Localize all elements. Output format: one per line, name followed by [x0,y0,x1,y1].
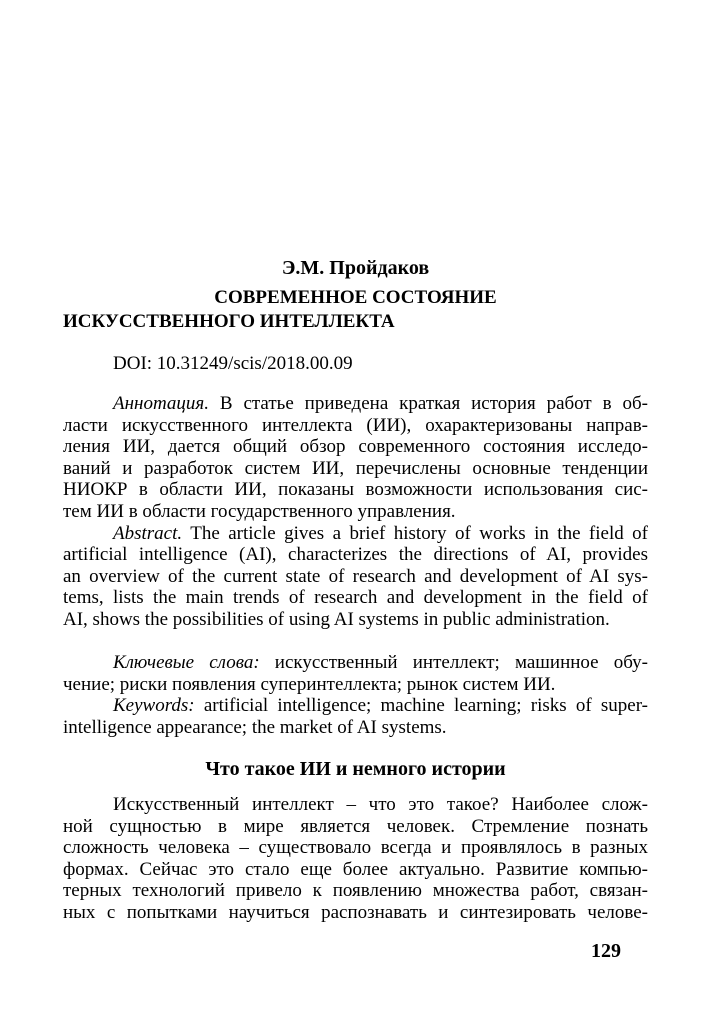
author-name: Э.М. Пройдаков [281,257,430,279]
section-heading: Что такое ИИ и немного истории [205,758,506,780]
text-line: tems, lists the main trends of research and development in the field of [63,587,648,609]
text-line: ваний и разработок систем ИИ, перечислены основные тенденции [63,457,648,479]
text-line: тем ИИ в области государственного управления. [63,500,456,522]
keywords-english [63,695,648,738]
text-line: чение; риски появления суперинтеллекта; рынок систем ИИ. [63,673,556,695]
text-line: терных технологий привело к появлению множества работ, связан- [63,880,648,902]
lead-italic: Abstract. [113,522,183,544]
text-line: СОВРЕМЕННОЕ СОСТОЯНИЕ [214,287,497,308]
text-line: формах. Сейчас это стало еще более актуально. Развитие компью- [63,858,648,880]
text-line: an overview of the current state of research and development of AI sys- [63,565,648,587]
abstract-english [63,523,648,631]
text-line: Искусственный интеллект – что это такое? Наиболее слож- [113,794,648,815]
lead-italic: Ключевые слова: [113,652,260,673]
text-line: ных с попытками научиться распознавать и синтезировать челове- [63,901,648,923]
doi-line: DOI: 10.31249/scis/2018.00.09 [113,353,353,374]
text-line: Keywords: artificial intelligence; machine learning; risks of super- [113,695,648,716]
lead-italic: Keywords: [113,695,195,716]
body-paragraph [63,794,648,924]
text-line: Abstract. The article gives a brief history of works in the field of [113,522,648,544]
abstracts-section [63,393,648,631]
text-line: НИОКР в области ИИ, показаны возможности использования сис- [63,479,648,501]
text-line: ления ИИ, дается общий обзор современного состояния исследо- [63,436,648,458]
text-line: ласти искусственного интеллекта (ИИ), охарактеризованы направ- [63,414,648,436]
text-line: Аннотация. В статье приведена краткая история работ в об- [113,393,648,414]
lead-italic: Аннотация. [113,393,209,414]
text-line: artificial intelligence (AI), characterizes the directions of AI, provides [63,544,648,566]
text-line: сложность человека – существовало всегда и проявлялось в разных [63,837,648,859]
text-line: Ключевые слова: искусственный интеллект; машинное обу- [113,652,648,673]
abstract-russian [63,393,648,523]
keywords-russian [63,652,648,695]
text-line: intelligence appearance; the market of AI systems. [63,716,447,738]
text-line: ной сущностью в мире является человек. Стремление познать [63,815,648,837]
article-title [63,286,648,334]
text-line: ИСКУССТВЕННОГО ИНТЕЛЛЕКТА [63,311,395,332]
text-line: AI, shows the possibilities of using AI systems in public administration. [63,608,610,630]
page-number: 129 [591,940,621,962]
